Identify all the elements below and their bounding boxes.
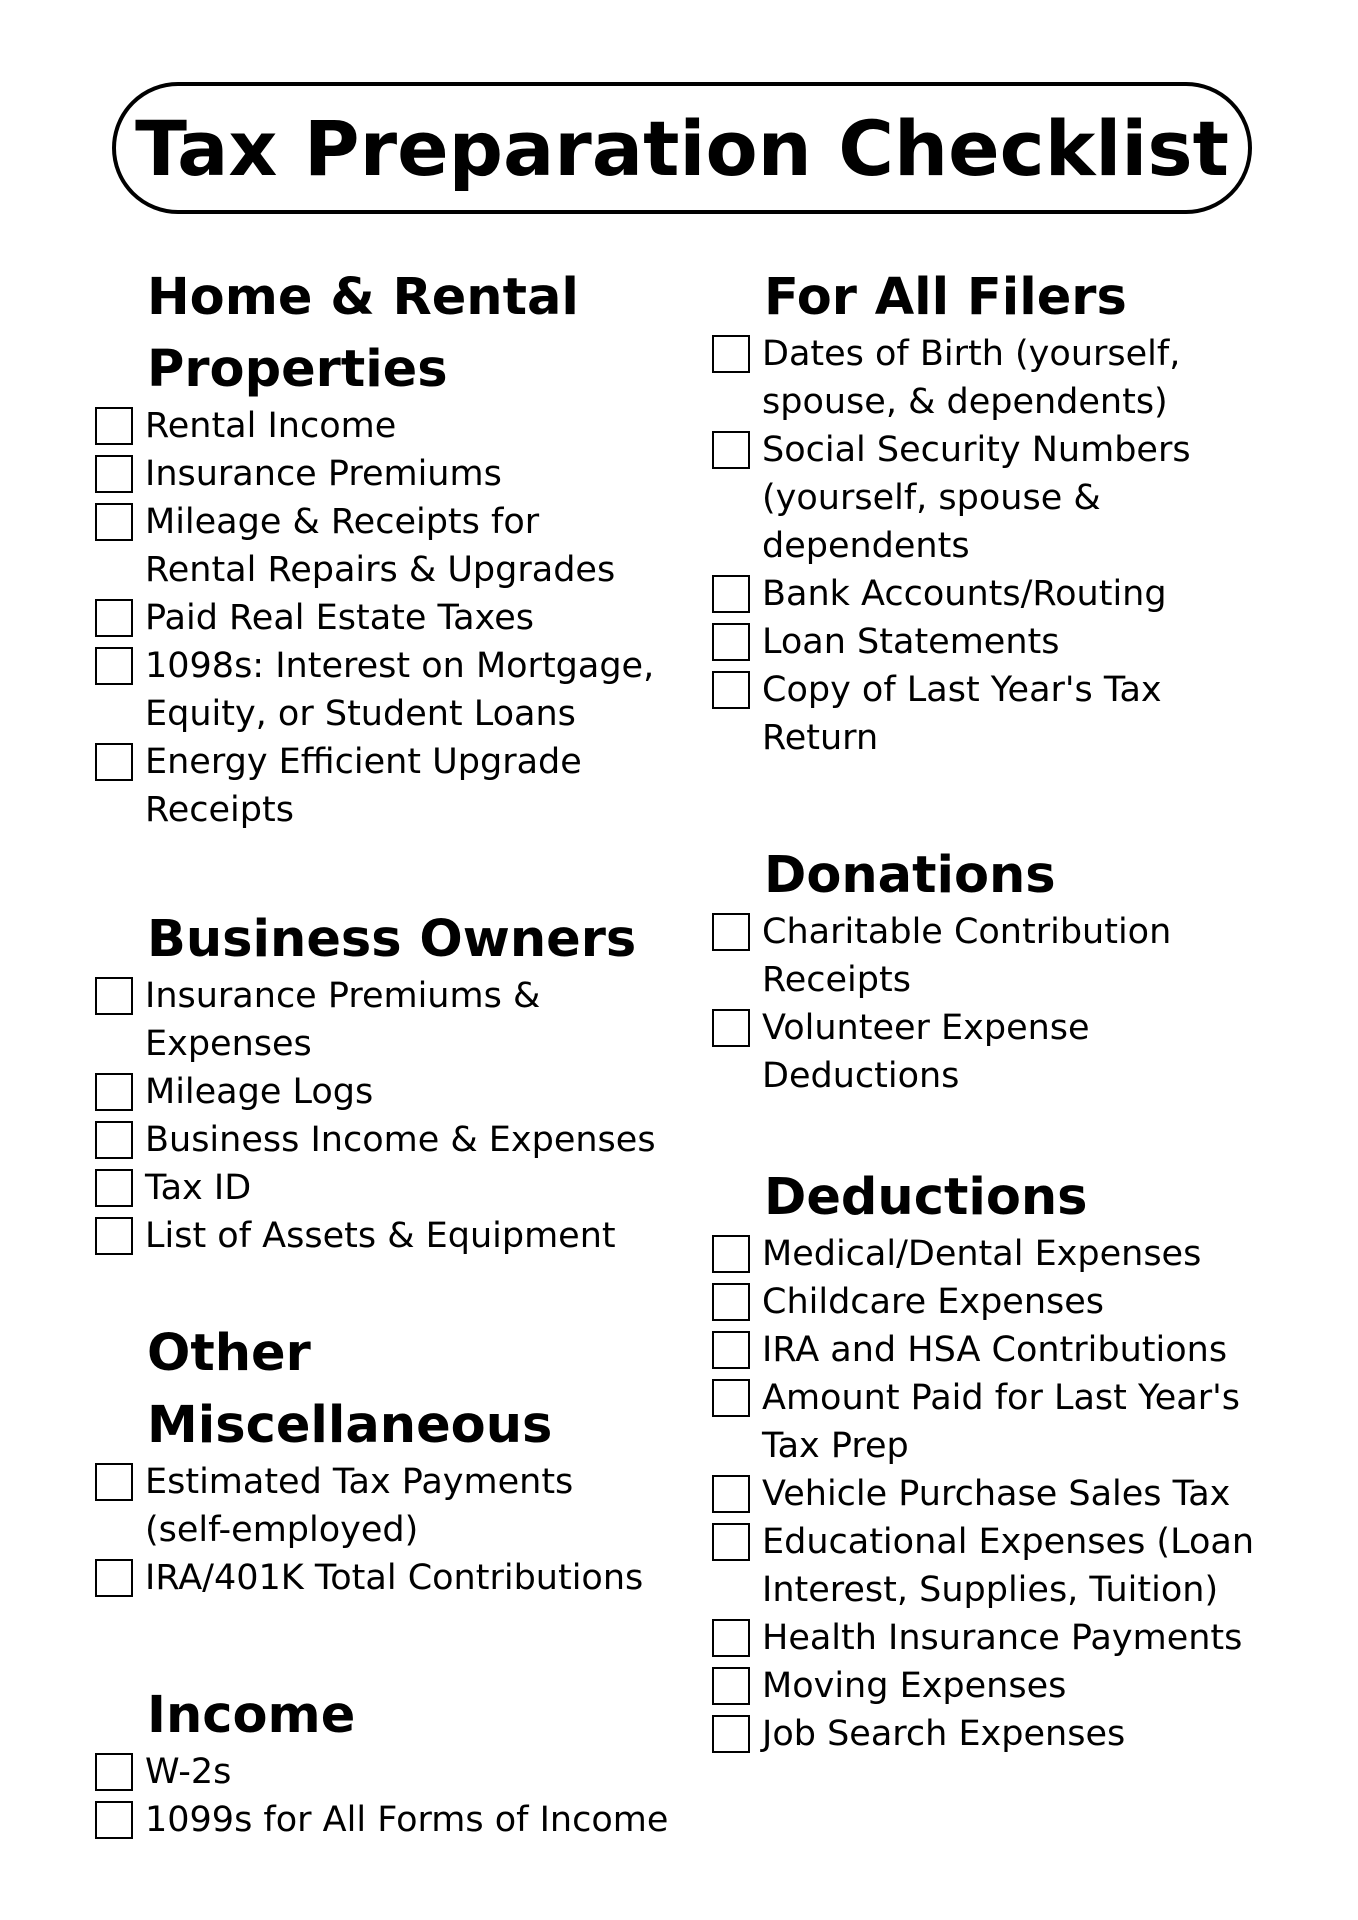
checklist-item-label: Loan Statements bbox=[762, 622, 1060, 662]
checklist-item bbox=[95, 972, 695, 1068]
checkbox[interactable] bbox=[712, 1235, 750, 1273]
checklist-item bbox=[95, 738, 695, 834]
checklist-item bbox=[712, 1374, 1312, 1470]
checklist-item bbox=[95, 1068, 695, 1116]
checkbox[interactable] bbox=[95, 977, 133, 1015]
checklist-item-label: Business Income & Expenses bbox=[145, 1120, 656, 1160]
checklist-item bbox=[712, 1662, 1312, 1710]
checklist-item-label: Insurance Premiums bbox=[145, 454, 502, 494]
checklist-item-label: Vehicle Purchase Sales Tax bbox=[762, 1474, 1231, 1514]
checklist-item-label: Tax ID bbox=[145, 1168, 252, 1208]
checkbox[interactable] bbox=[712, 1715, 750, 1753]
title-banner bbox=[112, 82, 1252, 214]
checklist-home-rental bbox=[95, 402, 695, 834]
checklist-item bbox=[712, 1710, 1312, 1758]
right-column bbox=[712, 262, 1312, 1758]
checklist-item bbox=[95, 498, 695, 594]
checklist-all-filers bbox=[712, 330, 1312, 762]
checkbox[interactable] bbox=[95, 407, 133, 445]
checklist-item bbox=[712, 1518, 1312, 1614]
checklist-item-label: Energy Efficient Upgrade Receipts bbox=[145, 742, 582, 830]
checklist-item-label: Charitable Contribution Receipts bbox=[762, 912, 1172, 1000]
checkbox[interactable] bbox=[95, 1073, 133, 1111]
checkbox[interactable] bbox=[712, 1331, 750, 1369]
checkbox[interactable] bbox=[95, 503, 133, 541]
checkbox[interactable] bbox=[95, 647, 133, 685]
checkbox[interactable] bbox=[95, 743, 133, 781]
checklist-item-label: Childcare Expenses bbox=[762, 1282, 1105, 1322]
checklist-item-label: Mileage & Receipts for Rental Repairs & Upgrades bbox=[145, 502, 616, 590]
checkbox[interactable] bbox=[95, 599, 133, 637]
checklist-item bbox=[712, 1004, 1312, 1100]
checklist-item-label: Moving Expenses bbox=[762, 1666, 1067, 1706]
checklist-item bbox=[712, 1230, 1312, 1278]
checkbox[interactable] bbox=[712, 623, 750, 661]
checklist-item-label: Social Security Numbers (yourself, spouse & dependents bbox=[762, 430, 1191, 566]
checklist-item bbox=[95, 402, 695, 450]
checkbox[interactable] bbox=[95, 1801, 133, 1839]
checklist-item-label: 1099s for All Forms of Income bbox=[145, 1800, 669, 1840]
checklist-item bbox=[712, 1326, 1312, 1374]
checklist-donations bbox=[712, 908, 1312, 1100]
page-title: Tax Preparation Checklist bbox=[135, 103, 1229, 193]
checkbox[interactable] bbox=[712, 1379, 750, 1417]
checklist-item-label: Health Insurance Payments bbox=[762, 1618, 1243, 1658]
section-all-filers bbox=[712, 262, 1312, 762]
section-title-all-filers: For All Filers bbox=[764, 268, 1127, 327]
section-title-business-owners: Business Owners bbox=[147, 910, 637, 969]
section-title-donations: Donations bbox=[764, 846, 1056, 905]
checkbox[interactable] bbox=[712, 431, 750, 469]
checkbox[interactable] bbox=[712, 1475, 750, 1513]
checklist-item bbox=[712, 618, 1312, 666]
checkbox[interactable] bbox=[712, 335, 750, 373]
checklist-item-label: Volunteer Expense Deductions bbox=[762, 1008, 1090, 1096]
checklist-item-label: Paid Real Estate Taxes bbox=[145, 598, 534, 638]
checkbox[interactable] bbox=[95, 1217, 133, 1255]
checkbox[interactable] bbox=[95, 1753, 133, 1791]
left-column bbox=[95, 262, 695, 1844]
section-donations bbox=[712, 840, 1312, 1100]
checklist-item bbox=[712, 1470, 1312, 1518]
checklist-item-label: IRA and HSA Contributions bbox=[762, 1330, 1228, 1370]
checklist-item bbox=[95, 1164, 695, 1212]
section-deductions bbox=[712, 1162, 1312, 1758]
checklist-item-label: List of Assets & Equipment bbox=[145, 1216, 616, 1256]
checklist-item bbox=[712, 570, 1312, 618]
checklist-item-label: Mileage Logs bbox=[145, 1072, 374, 1112]
checklist-item-label: Amount Paid for Last Year's Tax Prep bbox=[762, 1378, 1240, 1466]
checkbox[interactable] bbox=[95, 1169, 133, 1207]
checklist-item-label: Bank Accounts/Routing bbox=[762, 574, 1167, 614]
checklist-item bbox=[712, 1278, 1312, 1326]
checklist-item bbox=[95, 1458, 695, 1554]
checklist-other-misc bbox=[95, 1458, 695, 1602]
section-home-rental bbox=[95, 262, 695, 834]
checklist-item-label: Copy of Last Year's Tax Return bbox=[762, 670, 1162, 758]
checklist-income bbox=[95, 1748, 695, 1844]
checklist-item-label: Educational Expenses (Loan Interest, Supplies, Tuition) bbox=[762, 1522, 1255, 1610]
checklist-item bbox=[95, 1748, 695, 1796]
checkbox[interactable] bbox=[712, 913, 750, 951]
checklist-item bbox=[95, 1554, 695, 1602]
section-income bbox=[95, 1680, 695, 1844]
checklist-item bbox=[712, 426, 1312, 570]
checklist-item-label: W-2s bbox=[145, 1752, 232, 1792]
checklist-item bbox=[95, 1116, 695, 1164]
checklist-item bbox=[712, 908, 1312, 1004]
checklist-item-label: Insurance Premiums & Expenses bbox=[145, 976, 541, 1064]
checkbox[interactable] bbox=[95, 1559, 133, 1597]
checklist-item-label: 1098s: Interest on Mortgage, Equity, or Student Loans bbox=[145, 646, 655, 734]
checkbox[interactable] bbox=[95, 1463, 133, 1501]
checklist-item-label: IRA/401K Total Contributions bbox=[145, 1558, 644, 1598]
section-title-deductions: Deductions bbox=[764, 1168, 1088, 1227]
checklist-item bbox=[712, 1614, 1312, 1662]
checklist-item bbox=[95, 1212, 695, 1260]
section-title-home-rental: Home & Rental Properties bbox=[147, 268, 579, 399]
checkbox[interactable] bbox=[95, 1121, 133, 1159]
checklist-item bbox=[712, 666, 1312, 762]
checklist-item bbox=[95, 594, 695, 642]
checklist-item bbox=[712, 330, 1312, 426]
checkbox[interactable] bbox=[712, 1523, 750, 1561]
checkbox[interactable] bbox=[712, 671, 750, 709]
checklist-business-owners bbox=[95, 972, 695, 1260]
checkbox[interactable] bbox=[712, 1667, 750, 1705]
checklist-item-label: Dates of Birth (yourself, spouse, & dependents) bbox=[762, 334, 1181, 422]
section-title-other-misc: Other Miscellaneous bbox=[147, 1324, 553, 1455]
section-title-income: Income bbox=[147, 1686, 356, 1745]
checklist-item-label: Rental Income bbox=[145, 406, 397, 446]
checklist-item-label: Job Search Expenses bbox=[762, 1714, 1126, 1754]
checklist-item bbox=[95, 1796, 695, 1844]
section-other-misc bbox=[95, 1318, 695, 1602]
checkbox[interactable] bbox=[712, 1009, 750, 1047]
checkbox[interactable] bbox=[712, 1619, 750, 1657]
checklist-item bbox=[95, 642, 695, 738]
section-business-owners bbox=[95, 904, 695, 1260]
checklist-deductions bbox=[712, 1230, 1312, 1758]
checklist-item-label: Estimated Tax Payments (self-employed) bbox=[145, 1462, 574, 1550]
checklist-item bbox=[95, 450, 695, 498]
checkbox[interactable] bbox=[712, 1283, 750, 1321]
checklist-item-label: Medical/Dental Expenses bbox=[762, 1234, 1202, 1274]
checkbox[interactable] bbox=[95, 455, 133, 493]
checkbox[interactable] bbox=[712, 575, 750, 613]
